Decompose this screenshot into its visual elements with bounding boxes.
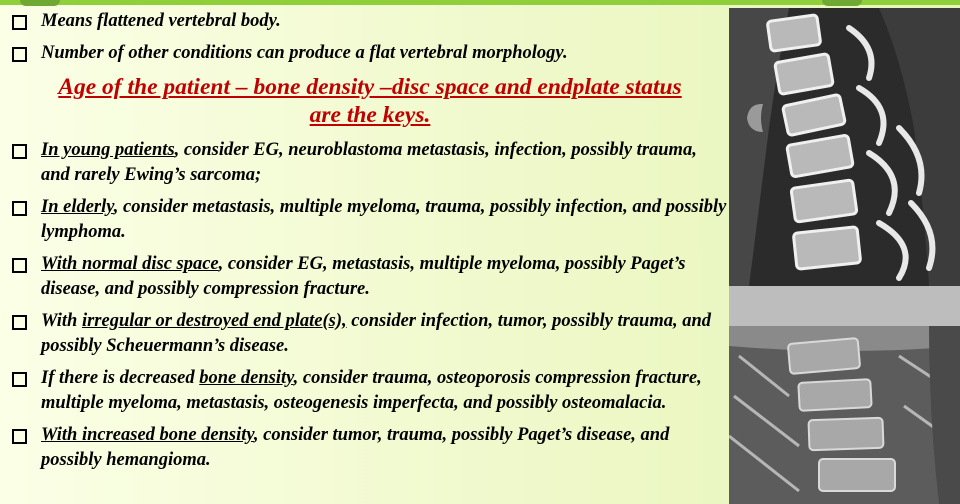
image-column (729, 8, 960, 504)
bullet-item (10, 309, 730, 359)
bullet-text (41, 309, 730, 359)
lateral-radiograph-image (729, 286, 960, 504)
bullet-text-underlined: In elderly (41, 197, 114, 217)
bullet-text (41, 195, 730, 245)
bullet-text-span: , consider trauma, osteoporosis compression fracture, multiple myeloma, metastasis, osteogenesis imperfecta, and possibly osteomalacia. (41, 368, 702, 413)
bullet-text (41, 252, 730, 302)
bullet-item (10, 195, 730, 245)
bullet-text-underlined: With increased bone density (41, 425, 254, 445)
bullet-item (10, 423, 730, 473)
checkbox-bullet-icon (12, 201, 27, 216)
slide-content (10, 9, 730, 480)
ct-spine-illustration (729, 8, 960, 286)
heading-line-1: Age of the patient – bone density –disc space and endplate status (58, 74, 682, 100)
checkbox-bullet-icon (12, 15, 27, 30)
checkbox-bullet-icon (12, 315, 27, 330)
checkbox-bullet-icon (12, 47, 27, 62)
bullet-text-underlined: irregular or destroyed end plate(s), (81, 311, 347, 331)
bullet-text-span: , consider EG, metastasis, multiple myeloma, possibly Paget’s disease, and possibly compression fracture. (41, 254, 686, 299)
bullet-item (10, 252, 730, 302)
checkbox-bullet-icon (12, 144, 27, 159)
checkbox-bullet-icon (12, 429, 27, 444)
bullet-item (10, 138, 730, 188)
top-bar (0, 0, 960, 5)
sagittal-ct-image (729, 8, 960, 286)
bullet-text (41, 9, 730, 34)
intro-bullet-list (10, 9, 730, 66)
bullet-text-underlined: bone density (199, 368, 294, 388)
bullet-text-span: , consider tumor, trauma, possibly Paget’s disease, and possibly hemangioma. (41, 425, 670, 470)
bullet-text (41, 366, 730, 416)
bullet-text (41, 423, 730, 473)
bullet-text-span: consider infection, tumor, possibly trauma, and possibly Scheuermann’s disease. (41, 311, 712, 356)
leaf-decoration-left (20, 0, 60, 6)
bullet-text-underlined: With normal disc space (41, 254, 219, 274)
bullet-text (41, 138, 730, 188)
bullet-text-span: , consider EG, neuroblastoma metastasis, infection, possibly trauma, and rarely Ewing’s sarcoma; (41, 140, 697, 185)
bullet-text-span: Means flattened vertebral body. (41, 11, 281, 31)
checkbox-bullet-icon (12, 372, 27, 387)
bullet-text-span: , consider metastasis, multiple myeloma, trauma, possibly infection, and possibly lymphoma. (41, 197, 727, 242)
bullet-item (10, 41, 730, 66)
bullet-item (10, 9, 730, 34)
bullet-text-span: If there is decreased (41, 368, 200, 388)
heading-line-2: are the keys. (309, 102, 431, 128)
checkbox-bullet-icon (12, 258, 27, 273)
bullet-text-span: With (41, 311, 82, 331)
xray-spine-illustration (729, 286, 960, 504)
bullet-text-span: Number of other conditions can produce a flat vertebral morphology. (41, 43, 568, 63)
slide-heading (10, 73, 730, 129)
bullet-text-underlined: In young patients (41, 140, 175, 160)
differential-bullet-list (10, 138, 730, 473)
bullet-text (41, 41, 730, 66)
leaf-decoration-right (822, 0, 862, 6)
bullet-item (10, 366, 730, 416)
